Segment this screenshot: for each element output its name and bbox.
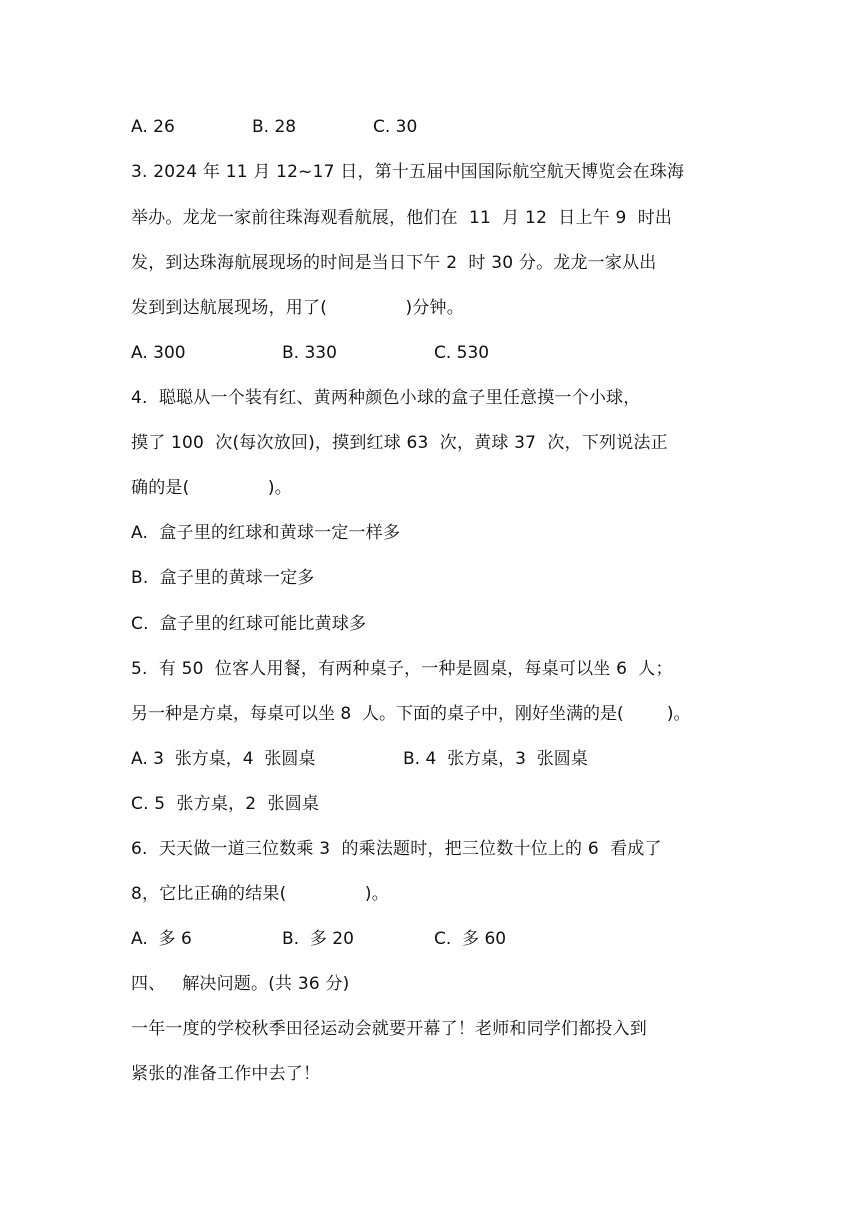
q3-line-4: 发到到达航展现场，用了( )分钟。 [131, 298, 464, 318]
q5-option-b: B. 4 张方桌，3 张圆桌 [403, 749, 588, 769]
q4-option-a: A. 盒子里的红球和黄球一定一样多 [131, 523, 401, 543]
q3-option-b: B. 330 [282, 343, 337, 363]
section-intro-line-2: 紧张的准备工作中去了！ [131, 1064, 321, 1084]
q2-option-c: C. 30 [373, 117, 418, 137]
q3-line-2: 举办。龙龙一家前往珠海观看航展，他们在 11 月 12 日上午 9 时出 [131, 208, 673, 228]
q4-option-c: C. 盒子里的红球可能比黄球多 [131, 614, 367, 634]
q4-line-2: 摸了 100 次(每次放回)，摸到红球 63 次，黄球 37 次，下列说法正 [131, 433, 668, 453]
q5-option-a: A. 3 张方桌，4 张圆桌 [131, 749, 316, 769]
q4-option-b: B. 盒子里的黄球一定多 [131, 568, 315, 588]
q2-option-a: A. 26 [131, 117, 175, 137]
q3-option-c: C. 530 [434, 343, 490, 363]
q4-line-1: 4. 聪聪从一个装有红、黄两种颜色小球的盒子里任意摸一个小球， [131, 388, 641, 408]
q3-option-a: A. 300 [131, 343, 186, 363]
section-heading: 四、 解决问题。(共 36 分) [131, 974, 350, 994]
q3-line-1: 3. 2024 年 11 月 12~17 日，第十五届中国国际航空航天博览会在珠海 [131, 162, 685, 182]
q5-line-2: 另一种是方桌，每桌可以坐 8 人。下面的桌子中，刚好坐满的是( )。 [131, 704, 691, 724]
q6-line-2: 8，它比正确的结果( )。 [131, 884, 389, 904]
q6-option-b: B. 多 20 [282, 929, 354, 949]
q6-line-1: 6. 天天做一道三位数乘 3 的乘法题时，把三位数十位上的 6 看成了 [131, 839, 662, 859]
section-intro-line-1: 一年一度的学校秋季田径运动会就要开幕了！老师和同学们都投入到 [131, 1019, 647, 1039]
q6-option-a: A. 多 6 [131, 929, 192, 949]
q6-option-c: C. 多 60 [434, 929, 507, 949]
q2-option-b: B. 28 [252, 117, 297, 137]
q4-line-3: 确的是( )。 [131, 478, 292, 498]
q5-option-c: C. 5 张方桌，2 张圆桌 [131, 794, 320, 814]
q3-line-3: 发，到达珠海航展现场的时间是当日下午 2 时 30 分。龙龙一家从出 [131, 253, 657, 273]
q5-line-1: 5. 有 50 位客人用餐，有两种桌子，一种是圆桌，每桌可以坐 6 人； [131, 659, 673, 679]
